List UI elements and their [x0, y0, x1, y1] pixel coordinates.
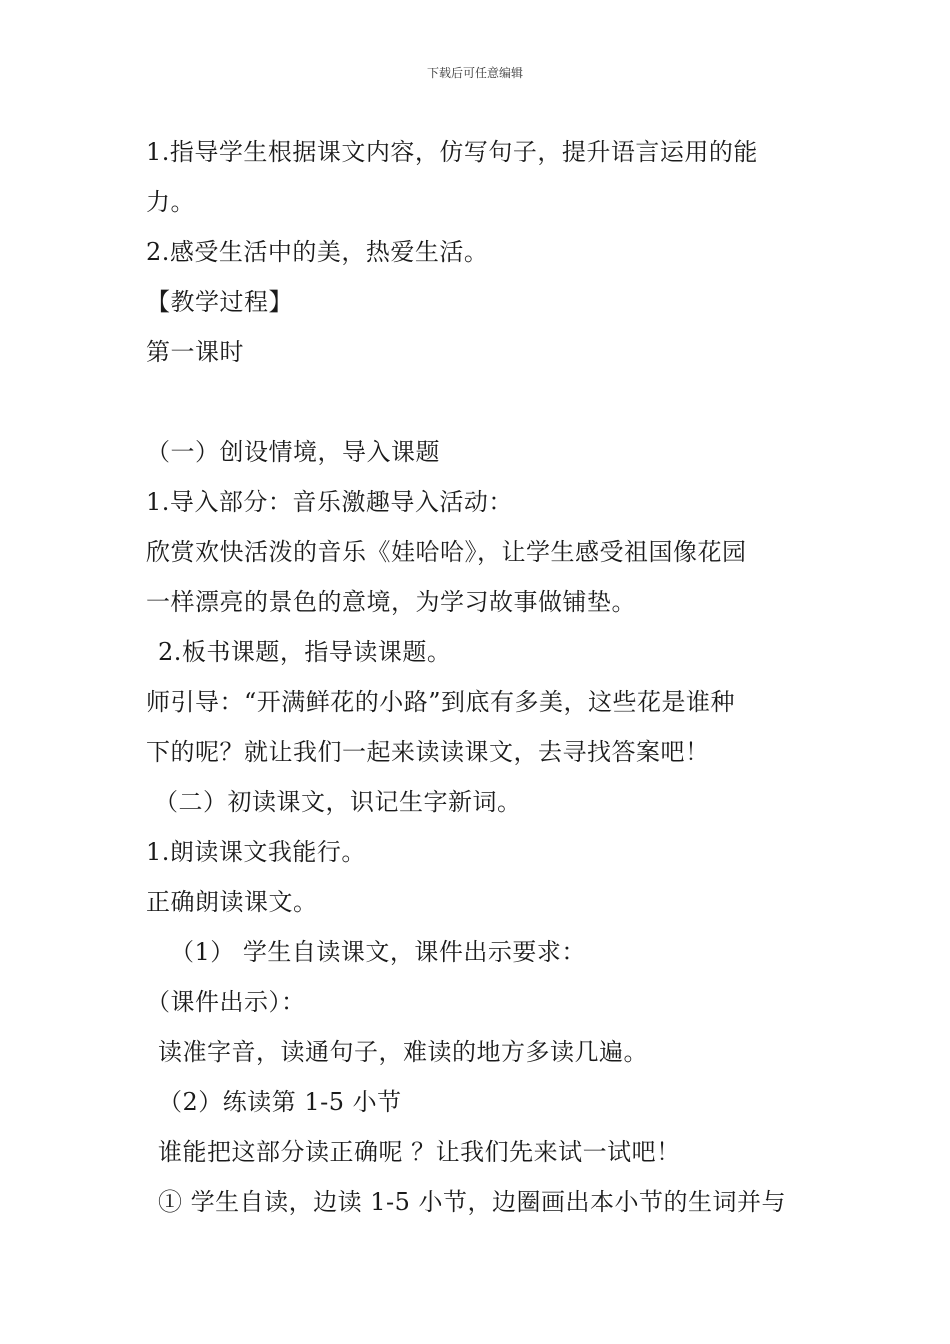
text-line: 正确朗读课文。	[146, 888, 318, 916]
text-line: （1） 学生自读课文，课件出示要求：	[170, 938, 586, 966]
text-line: 下的呢？就让我们一起来读读课文，去寻找答案吧！	[146, 738, 710, 766]
text-line: ① 学生自读，边读 1-5 小节，边圈画出本小节的生词并与	[158, 1188, 787, 1216]
section-heading: （二）初读课文，识记生字新词。	[154, 788, 522, 816]
section-heading: 【教学过程】	[146, 288, 293, 316]
text-line: （2）练读第 1-5 小节	[158, 1088, 402, 1116]
document-body	[146, 127, 816, 1227]
section-heading: （一）创设情境，导入课题	[146, 438, 440, 466]
text-line: 师引导：“开满鲜花的小路”到底有多美，这些花是谁种	[146, 688, 736, 716]
text-line: 1.指导学生根据课文内容，仿写句子，提升语言运用的能	[146, 138, 758, 166]
text-line: 2.感受生活中的美，热爱生活。	[146, 238, 489, 266]
text-line: 1.导入部分：音乐激趣导入活动：	[146, 488, 513, 516]
text-line: （课件出示）：	[146, 988, 306, 1016]
text-line: 读准字音，读通句子，难读的地方多读几遍。	[158, 1038, 648, 1066]
page-header-note: 下载后可任意编辑	[426, 66, 523, 80]
lesson-title: 第一课时	[146, 338, 244, 366]
blank-line	[146, 377, 816, 427]
text-line: 力。	[146, 188, 195, 216]
text-line: 2.板书课题，指导读课题。	[158, 638, 452, 666]
text-line: 1.朗读课文我能行。	[146, 838, 366, 866]
text-line: 一样漂亮的景色的意境，为学习故事做铺垫。	[146, 588, 636, 616]
text-line: 谁能把这部分读正确呢 ？让我们先来试一试吧！	[158, 1138, 681, 1166]
text-line: 欣赏欢快活泼的音乐《娃哈哈》，让学生感受祖国像花园	[146, 538, 747, 566]
